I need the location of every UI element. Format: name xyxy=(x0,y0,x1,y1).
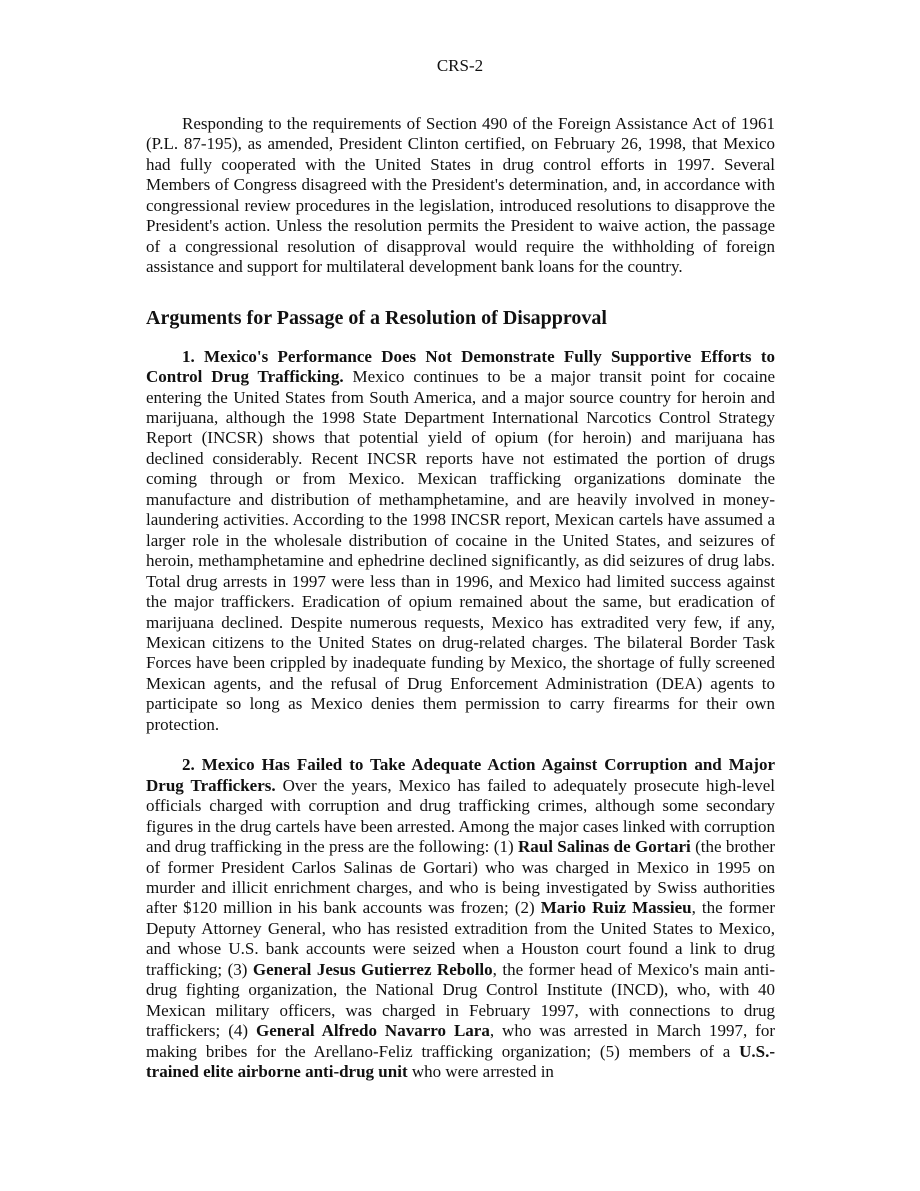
anti-drug-unit-name: U.S.-trained elite airborne anti-drug unit xyxy=(146,1041,775,1082)
point-1-title: 1. Mexico's Performance Does Not Demonstrate Fully Supportive Efforts to Control Drug Trafficking. xyxy=(146,346,775,387)
person-name-gutierrez-rebollo: General Jesus Gutierrez Rebollo xyxy=(252,959,493,979)
person-name-mario-ruiz-massieu: Mario Ruiz Massieu xyxy=(540,898,692,918)
person-name-raul-salinas: Raul Salinas de Gortari xyxy=(517,837,691,857)
paragraph-point-2 xyxy=(146,755,775,1082)
point-2-body-5: , who was arrested in March 1997, for making bribes for the Arellano-Feliz trafficking organization; (5) members of a xyxy=(146,1021,775,1061)
point-2-body-2: (the brother of former President Carlos Salinas de Gortari) who was charged in Mexico in 1995 on murder and illicit enrichment charges, and who is being investigated by Swiss authorities after $120 million in his bank accounts was frozen; (2) xyxy=(146,837,776,918)
point-2-body-6: who were arrested in xyxy=(407,1062,554,1082)
point-1-body: Mexico continues to be a major transit point for cocaine entering the United States from South America, and a major source country for heroin and marijuana, although the 1998 State Department International Narcotics Control Strategy Report (INCSR) shows that potential yield of opium (for heroin) and marijuana has declined considerably. Recent INCSR reports have not estimated the portion of drugs coming through or from Mexico. Mexican trafficking organizations dominate the manufacture and distribution of methamphetamine, and are heavily involved in money-laundering activities. According to the 1998 INCSR report, Mexican cartels have assumed a larger role in the wholesale distribution of cocaine in the United States, and seizures of heroin, methamphetamine and ephedrine declined significantly, as did seizures of drug labs. Total drug arrests in 1997 were less than in 1996, and Mexico had limited success against the major traffickers. Eradication of opium remained about the same, but eradication of marijuana declined. Despite numerous requests, Mexico has extradited very few, if any, Mexican citizens to the United States on drug-related charges. The bilateral Border Task Forces have been crippled by inadequate funding by Mexico, the shortage of fully screened Mexican agents, and the refusal of Drug Enforcement Administration (DEA) agents to participate so long as Mexico denies them permission to carry firearms for their own protection. xyxy=(146,367,776,734)
point-2-body-3: , the former Deputy Attorney General, who has resisted extradition from the United States to Mexico, and whose U.S. bank accounts were seized when a Houston court found a link to drug trafficking; (3) xyxy=(146,898,775,979)
section-heading: Arguments for Passage of a Resolution of Disapproval xyxy=(146,306,607,329)
person-name-navarro-lara: General Alfredo Navarro Lara xyxy=(256,1021,490,1041)
intro-paragraph: Responding to the requirements of Section 490 of the Foreign Assistance Act of 1961 (P.L. 87-195), as amended, President Clinton certified, on February 26, 1998, that Mexico had fully cooperated with the United States in drug control efforts in 1997. Several Members of Congress disagreed with the President's determination, and, in accordance with congressional review procedures in the legislation, introduced resolutions to disapprove the President's action. Unless the resolution permits the President to waive action, the passage of a congressional resolution of disapproval would require the withholding of foreign assistance and support for multilateral development bank loans for the country. xyxy=(146,114,775,277)
page-number-header: CRS-2 xyxy=(436,56,484,75)
point-2-body-1: Over the years, Mexico has failed to adequately prosecute high-level officials charged with corruption and drug trafficking crimes, although some secondary figures in the drug cartels have been arrested. Among the major cases linked with corruption and drug trafficking in the press are the following: (1) xyxy=(146,775,775,857)
point-2-body-4: , the former head of Mexico's main anti-drug fighting organization, the National Drug Control Institute (INCD), who, with 40 Mexican military officers, was charged in February 1997, with connections to drug traffickers; (4) xyxy=(146,959,775,1041)
point-2-title: 2. Mexico Has Failed to Take Adequate Action Against Corruption and Major Drug Traffickers. xyxy=(146,755,775,795)
paragraph-point-1 xyxy=(146,347,775,736)
document-body xyxy=(146,114,775,1082)
